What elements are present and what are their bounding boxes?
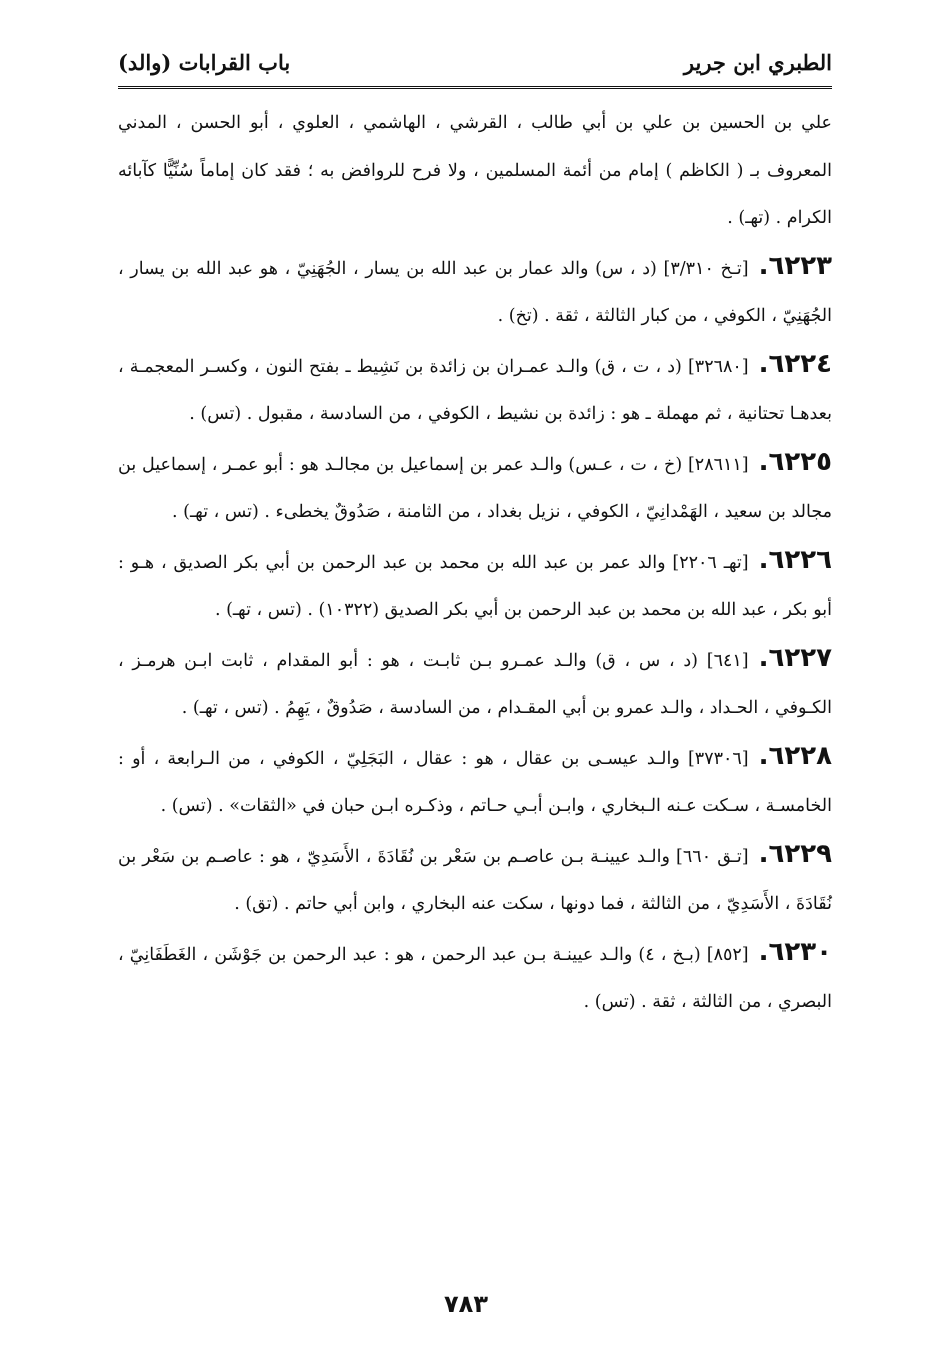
body-text: [118, 100, 832, 1027]
continuation-paragraph: علي بن الحسين بن علي بن أبي طالب ، القرشي ، الهاشمي ، العلوي ، أبو الحسن ، المدني المعروف بـ ( الكاظم ) إمام من أئمة المسلمين ، ولا فرح للروافض به ؛ فقد كان إماماً سُنِّيًّا كآبائه الكرام . (تهـ) .: [118, 113, 832, 228]
entry-number: ٦٢٢٨.: [758, 740, 832, 771]
entry-text: [٢٨٦١١] (خ ، ت ، عـس) والـد عمر بن إسماعيل بن مجالـد هو : أبو عمـر ، إسماعيل بن مجالد بن سعيد ، الهَمْدانِيّ ، الكوفي ، نزيل بغداد ، من الثامنة ، صَدُوقٌ يخطىء . (تس ، تهـ) .: [118, 454, 832, 522]
entry-6227: [118, 635, 832, 733]
running-header: [118, 42, 832, 82]
entry-number: ٦٢٣٠.: [758, 936, 832, 967]
entry-6225: [118, 439, 832, 537]
entry-6229: [118, 831, 832, 929]
entry-text: [٣٧٣٠٦] والـد عيسـى بن عقال ، هو : عقال ، البَجَلِيّ ، الكوفي ، من الـرابعة ، أو : الخامسـة ، سـكت عـنه الـبخاري ، وابـن أبـي حـاتم ، وذكـره ابـن حبان في «الثقات» . (تس) .: [118, 748, 832, 816]
book-title: الطبري ابن جرير: [683, 49, 832, 75]
entry-number: ٦٢٢٩.: [758, 838, 833, 869]
entry-6226: [118, 537, 832, 635]
entry-number: ٦٢٢٧.: [758, 642, 832, 673]
entry-number: ٦٢٢٤.: [758, 348, 832, 379]
entry-text: [تـق ٦٦٠] والـد عيينـة بـن عاصـم بن سَعْر بن نُقَادَةَ ، الأَسَدِيّ ، هو : عاصـم بن سَعْر بن نُقَادَةَ ، الأَسَدِيّ ، من الثالثة ، فما دونها ، سكت عنه البخاري ، وابن أبي حاتم . (تق) .: [118, 846, 832, 914]
section-title: باب القرابات (والد): [118, 49, 291, 75]
header-rule: [118, 86, 832, 89]
page-number: ٧٨٣: [444, 1290, 488, 1318]
entry-text: [تهـ ٢٢٠٦] والد عمر بن عبد الله بن محمد بن عبد الرحمن بن أبي بكر الصديق ، هـو : أبو بكر ، عبد الله بن محمد بن عبد الرحمن بن أبي بكر الصديق (١٠٣٢٢) . (تس ، تهـ) .: [118, 552, 832, 620]
entry-number: ٦٢٢٦.: [758, 544, 832, 575]
entry-text: [٨٥٢] (بـخ ، ٤) والـد عيينـة بـن عبد الرحمن ، هو : عبد الرحمن بن جَوْشَن ، الغَطَفَانِيّ ، البصري ، من الثالثة ، ثقة . (تس) .: [118, 944, 832, 1012]
entry-6230: [118, 929, 832, 1027]
entry-6223: [118, 243, 832, 341]
entry-number: ٦٢٢٥.: [758, 446, 832, 477]
entry-number: ٦٢٢٣.: [758, 250, 833, 281]
entry-text: [تـخ ٣/٣١٠] (د ، س) والد عمار بن عبد الله بن يسار ، الجُهَنِيّ ، هو عبد الله بن يسار ، الجُهَنِيّ ، الكوفي ، من كبار الثالثة ، ثقة . (تخ) .: [118, 258, 832, 326]
entry-text: [٦٤١] (د ، س ، ق) والـد عمـرو بـن ثابـت ، هو : أبو المقدام ، ثابت ابـن هرمـز ، الكـوفي ، الحـداد ، والـد عمرو بن أبي المقـدام ، من السادسة ، صَدُوقٌ ، يَهِمُ . (تس ، تهـ) .: [118, 650, 832, 718]
entry-6228: [118, 733, 832, 831]
entry-text: [٣٢٦٨٠] (د ، ت ، ق) والـد عمـران بن زائدة بن نَشِيط ـ بفتح النون ، وكسـر المعجمـة ، بعدهـا تحتانية ، ثم مهملة ـ هو : زائدة بن نشيط ، الكوفي ، من السادسة ، مقبول . (تس) .: [118, 356, 832, 424]
entry-6224: [118, 341, 832, 439]
